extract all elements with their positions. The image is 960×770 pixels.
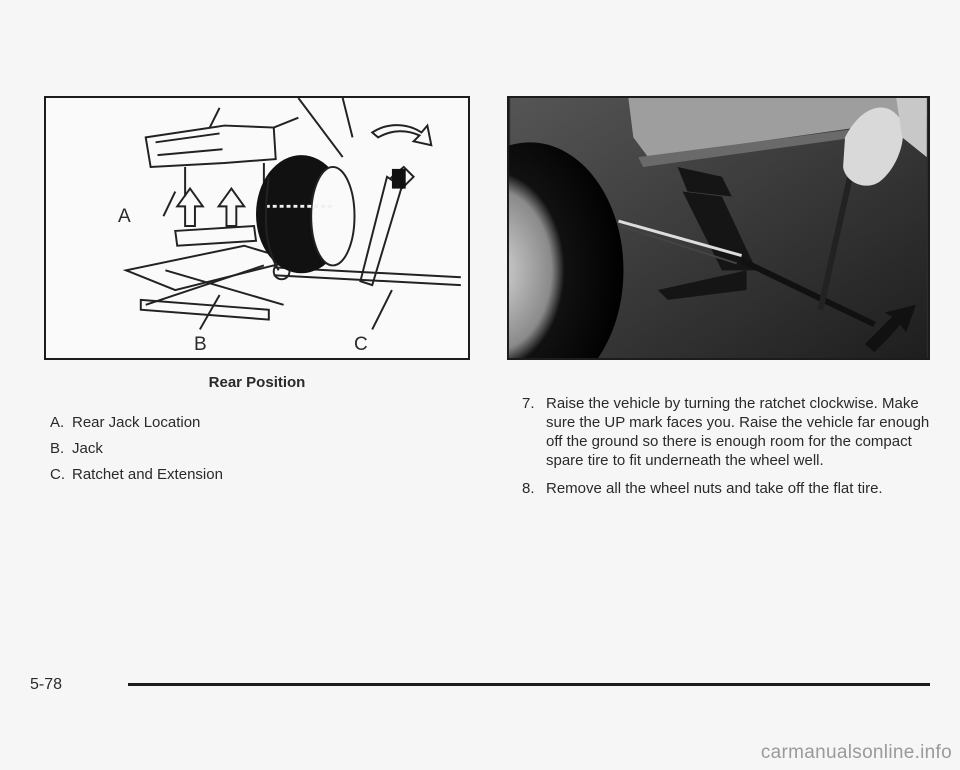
jack-raising-photo	[507, 96, 930, 360]
legend-text: Rear Jack Location	[72, 414, 201, 431]
callout-a: A	[118, 206, 131, 227]
legend-text: Ratchet and Extension	[72, 466, 223, 483]
legend-key: B.	[50, 440, 65, 457]
figure-caption: Rear Position	[208, 374, 306, 391]
step-number: 8.	[522, 480, 535, 497]
rear-jack-illustration	[44, 96, 470, 360]
step-text: Raise the vehicle by turning the ratchet clockwise. Make sure the UP mark faces you. Raise the vehicle far enough off the ground so there is enough room for the compact spare tire to fit underneath the wheel well.	[546, 395, 930, 469]
page-number: 5-78	[30, 676, 63, 693]
watermark-link[interactable]: carmanualsonline.info	[760, 742, 952, 763]
step-number: 7.	[522, 395, 535, 412]
legend-item	[50, 410, 223, 436]
jack-line-drawing	[46, 98, 468, 358]
step-text: Remove all the wheel nuts and take off the flat tire.	[546, 480, 883, 497]
jack-photo-image	[509, 98, 928, 358]
legend-item	[50, 436, 223, 462]
figure-legend	[50, 410, 223, 488]
instruction-steps	[522, 394, 934, 507]
legend-item	[50, 462, 223, 488]
footer-rule	[128, 683, 930, 686]
legend-key: A.	[50, 414, 65, 431]
legend-text: Jack	[72, 440, 103, 457]
step-item	[522, 479, 934, 498]
callout-b: B	[194, 334, 207, 355]
callout-c: C	[354, 334, 368, 355]
step-item	[522, 394, 934, 470]
legend-key: C.	[50, 466, 65, 483]
